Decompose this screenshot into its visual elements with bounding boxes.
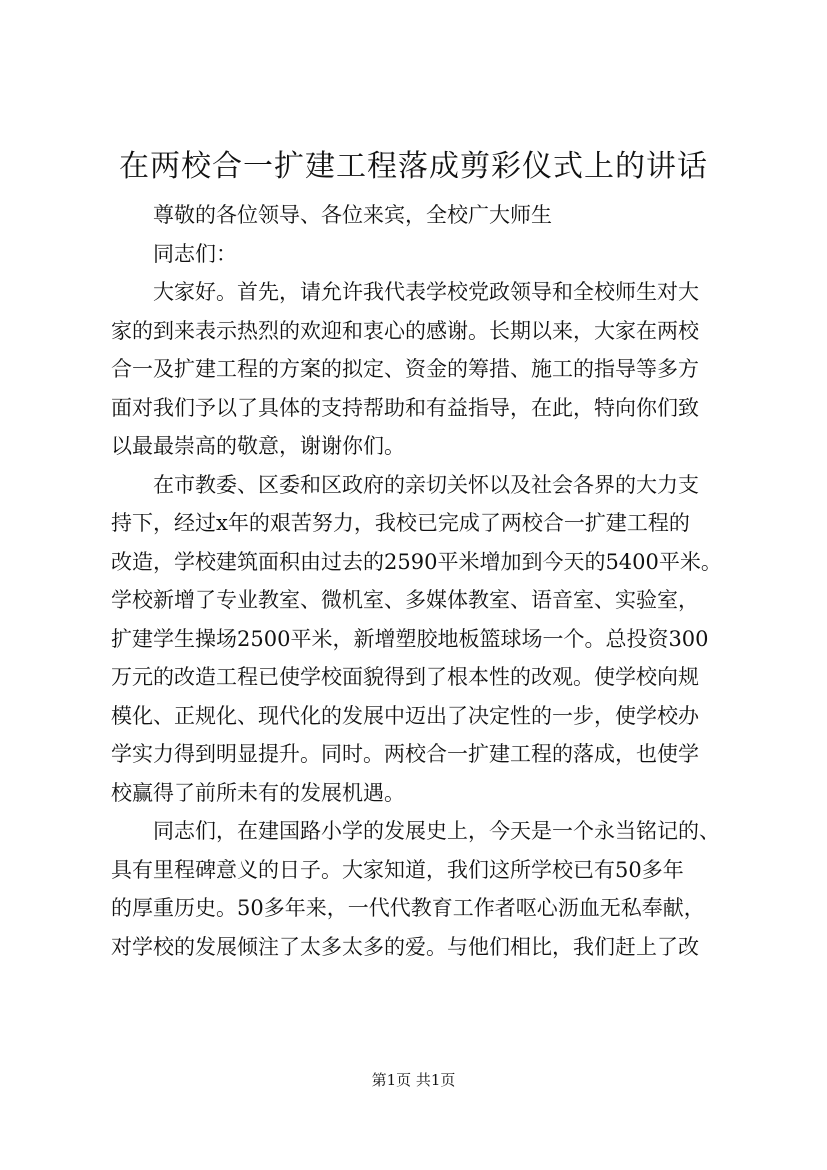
text-line: 学实力得到明显提升。同时。两校合一扩建工程的落成，也使学 (111, 742, 699, 766)
text-line: 家的到来表示热烈的欢迎和衷心的感谢。长期以来，大家在两校 (111, 318, 699, 343)
text-line: 尊敬的各位领导、各位来宾，全校广大师生 (153, 203, 552, 227)
page-footer: 第1页 共1页 (371, 1071, 456, 1089)
text-line: 以最最崇高的敬意，谢谢你们。 (111, 434, 405, 458)
text-line: 大家好。首先，请允许我代表学校党政领导和全校师生对大 (153, 280, 699, 304)
text-line: 面对我们予以了具体的支持帮助和有益指导，在此，特向你们致 (111, 395, 699, 420)
text-line: 同志们，在建国路小学的发展史上，今天是一个永当铭记的、 (153, 819, 720, 843)
text-line: 持下，经过x年的艰苦努力，我校已完成了两校合一扩建工程的 (111, 511, 690, 535)
text-line: 在市教委、区委和区政府的亲切关怀以及社会各界的大力支 (153, 472, 699, 497)
text-line: 校赢得了前所未有的发展机遇。 (111, 780, 405, 805)
text-line: 的厚重历史。50多年来，一代代教育工作者呕心沥血无私奉献， (111, 896, 705, 920)
text-line: 万元的改造工程已使学校面貌得到了根本性的改观。使学校向规 (111, 665, 699, 689)
document-title: 在两校合一扩建工程落成剪彩仪式上的讲话 (119, 149, 708, 184)
text-line: 具有里程碑意义的日子。大家知道，我们这所学校已有50多年 (111, 857, 684, 882)
document-body (111, 196, 731, 966)
text-line: 合一及扩建工程的方案的拟定、资金的筹措、施工的指导等多方 (111, 357, 699, 381)
text-line: 同志们： (153, 241, 237, 266)
text-line: 改造，学校建筑面积由过去的2590平米增加到今天的5400平米。 (111, 549, 722, 574)
text-line: 模化、正规化、现代化的发展中迈出了决定性的一步，使学校办 (111, 703, 699, 728)
text-line: 对学校的发展倾注了太多太多的爱。与他们相比，我们赶上了改 (111, 934, 699, 959)
text-line: 学校新增了专业教室、微机室、多媒体教室、语音室、实验室， (111, 588, 699, 612)
text-line: 扩建学生操场2500平米，新增塑胶地板篮球场一个。总投资300 (111, 626, 709, 651)
